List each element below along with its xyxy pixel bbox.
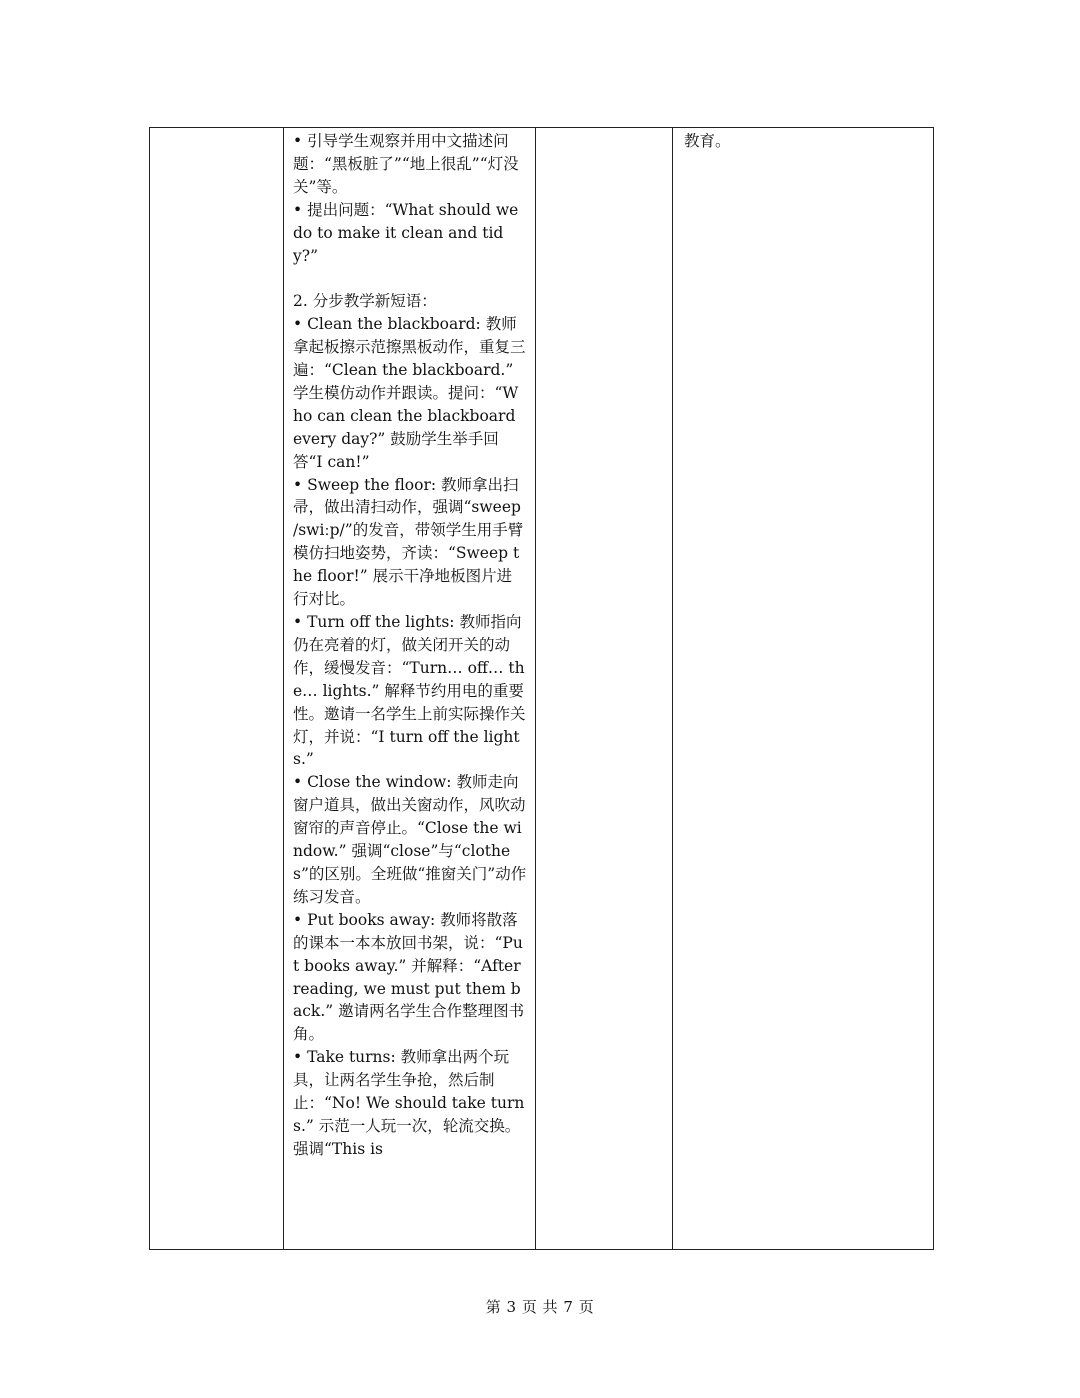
lesson-plan-table [149, 127, 934, 1250]
step-paragraph: • Turn off the lights: 教师指向仍在亮着的灯，做关闭开关的动作，缓慢发音：“Turn… off… the… lights.” 解释节约用电的重要性。邀请一名学生上前实际操作关灯，并说：“I turn off the lights.” [293, 613, 526, 769]
step-paragraph: • Clean the blackboard: 教师拿起板擦示范擦黑板动作，重复三遍：“Clean the blackboard.” 学生模仿动作并跟读。提问：“Who can clean the blackboard every day?” 鼓励学生举手回答“I can!” [293, 315, 526, 471]
page-number-footer: 第 3 页 共 7 页 [485, 1298, 595, 1316]
notes-cell [673, 128, 934, 1250]
teaching-steps-cell [284, 128, 536, 1250]
step-paragraph: • Close the window: 教师走向窗户道具，做出关窗动作，风吹动窗帘的声音停止。“Close the window.” 强调“close”与“clothes”的区别。全班做“推窗关门”动作练习发音。 [293, 773, 527, 906]
step-paragraph: • Put books away: 教师将散落的课本一本本放回书架，说：“Put books away.” 并解释：“After reading, we must put them back.” 邀请两名学生合作整理图书角。 [293, 910, 526, 1044]
paragraph-gap [293, 267, 527, 290]
table-cell-empty-3 [536, 128, 673, 1250]
step-paragraph: • Sweep the floor: 教师拿出扫帚，做出清扫动作，强调“sweep /swiːp/”的发音，带领学生用手臂模仿扫地姿势，齐读：“Sweep the floor!” 展示干净地板图片进行对比。 [293, 475, 526, 609]
step-paragraph: • 引导学生观察并用中文描述问题：“黑板脏了”“地上很乱”“灯没关”等。 [293, 132, 519, 196]
step-heading: 2. 分步教学新短语： [293, 292, 437, 311]
step-paragraph: • Take turns: 教师拿出两个玩具，让两名学生争抢，然后制止：“No! We should take turns.” 示范一人玩一次，轮流交换。强调“This is [293, 1048, 525, 1158]
notes-text: 教育。 [684, 132, 731, 150]
teaching-steps-text [284, 128, 535, 1161]
table-row [150, 128, 934, 1250]
step-paragraph: • 提出问题：“What should we do to make it clean and tidy?” [293, 200, 524, 265]
table-cell-empty-1 [150, 128, 284, 1250]
